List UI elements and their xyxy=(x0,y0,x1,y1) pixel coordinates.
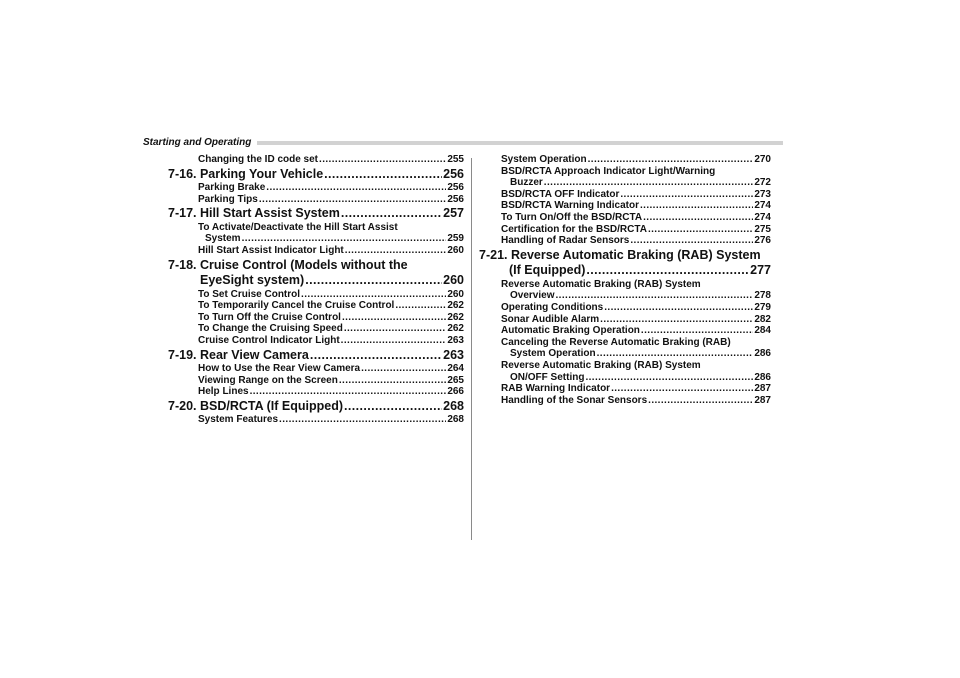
toc-entry-line xyxy=(479,166,771,178)
toc-entry-title: To Change the Cruising Speed xyxy=(198,323,343,335)
dot-leader xyxy=(611,383,753,395)
page-number: 279 xyxy=(754,301,771,313)
dot-leader xyxy=(585,372,753,384)
dot-leader xyxy=(279,414,446,426)
toc-entry-line xyxy=(168,399,464,415)
dot-leader xyxy=(310,348,442,364)
toc-entry-line xyxy=(479,212,771,224)
dot-leader xyxy=(588,154,754,166)
page-number: 268 xyxy=(443,398,464,413)
toc-entry-line xyxy=(479,224,771,236)
page-number: 277 xyxy=(750,263,771,278)
dot-leader xyxy=(342,312,446,324)
toc-entry-title: 7-17. Hill Start Assist System xyxy=(168,206,340,221)
dot-leader xyxy=(341,206,442,222)
toc-entry-title: 7-21. Reverse Automatic Braking (RAB) System xyxy=(479,247,761,262)
toc-entry-title: System Features xyxy=(198,414,279,426)
toc-entry[interactable] xyxy=(168,335,464,347)
toc-entry[interactable] xyxy=(168,182,464,194)
toc-entry[interactable] xyxy=(168,194,464,206)
dot-leader xyxy=(640,200,753,212)
toc-entry-line xyxy=(479,263,771,279)
toc-entry-line xyxy=(479,235,771,247)
column-divider xyxy=(471,158,472,540)
page-number: 274 xyxy=(754,211,771,223)
dot-leader xyxy=(361,363,446,375)
toc-entry-title: To Turn On/Off the BSD/RCTA xyxy=(501,211,643,223)
toc-entry-title: Hill Start Assist Indicator Light xyxy=(198,244,344,256)
page-number: 273 xyxy=(754,188,771,200)
toc-entry-line xyxy=(479,200,771,212)
toc-entry-title: 7-16. Parking Your Vehicle xyxy=(168,166,324,181)
toc-entry-line xyxy=(479,154,771,166)
toc-column-left xyxy=(168,154,464,426)
dot-leader xyxy=(341,335,447,347)
dot-leader xyxy=(544,177,754,189)
toc-entry[interactable] xyxy=(168,222,464,245)
toc-entry[interactable] xyxy=(479,337,771,360)
toc-entry[interactable] xyxy=(479,166,771,189)
toc-entry-title: BSD/RCTA Warning Indicator xyxy=(501,200,639,212)
dot-leader xyxy=(395,300,446,312)
page-number: 259 xyxy=(447,233,464,245)
dot-leader xyxy=(339,375,446,387)
section-title: Starting and Operating xyxy=(143,136,257,150)
toc-entry[interactable] xyxy=(479,189,771,201)
toc-entry-title: Handling of Radar Sensors xyxy=(501,235,630,247)
toc-entry-title: 7-20. BSD/RCTA (If Equipped) xyxy=(168,398,343,413)
toc-entry[interactable] xyxy=(168,386,464,398)
toc-entry[interactable] xyxy=(168,154,464,166)
toc-entry-title: Buzzer xyxy=(510,177,543,189)
dot-leader xyxy=(620,189,753,201)
toc-entry-line xyxy=(168,154,464,166)
toc-entry-title: Parking Brake xyxy=(198,182,266,194)
toc-entry-line xyxy=(479,290,771,302)
page-number: 262 xyxy=(447,300,464,312)
toc-entry-title: To Activate/Deactivate the Hill Start Assist xyxy=(198,221,398,233)
page-number: 287 xyxy=(754,383,771,395)
page-number: 256 xyxy=(447,193,464,205)
toc-entry-line xyxy=(168,300,464,312)
toc-entry[interactable] xyxy=(479,154,771,166)
toc-section-entry[interactable] xyxy=(168,348,464,364)
page-number: 272 xyxy=(754,177,771,189)
toc-entry[interactable] xyxy=(168,323,464,335)
page-number: 270 xyxy=(754,154,771,165)
toc-entry-line xyxy=(168,335,464,347)
toc-entry-title: Overview xyxy=(510,290,555,302)
page-number: 263 xyxy=(447,334,464,346)
toc-entry[interactable] xyxy=(168,289,464,301)
page-number: 287 xyxy=(754,394,771,406)
toc-entry-line xyxy=(168,289,464,301)
toc-entry-line xyxy=(479,314,771,326)
running-header xyxy=(143,136,783,150)
toc-entry-line xyxy=(479,248,771,264)
page-number: 286 xyxy=(754,348,771,360)
toc-entry[interactable] xyxy=(479,325,771,337)
page-number: 265 xyxy=(447,374,464,386)
toc-entry-line xyxy=(479,383,771,395)
toc-entry-title: EyeSight system) xyxy=(200,273,305,288)
toc-entry-title: How to Use the Rear View Camera xyxy=(198,363,361,375)
toc-entry-line xyxy=(168,363,464,375)
page-number: 262 xyxy=(447,323,464,335)
dot-leader xyxy=(555,290,753,302)
page-number: 284 xyxy=(754,325,771,337)
toc-entry-line xyxy=(479,189,771,201)
toc-entry-title: 7-19. Rear View Camera xyxy=(168,347,309,362)
dot-leader xyxy=(344,399,442,415)
page-number: 266 xyxy=(447,386,464,398)
toc-entry[interactable] xyxy=(479,200,771,212)
dot-leader xyxy=(600,314,753,326)
toc-entry[interactable] xyxy=(479,360,771,383)
toc-entry-line xyxy=(168,312,464,324)
toc-entry-title: Certification for the BSD/RCTA xyxy=(501,223,647,235)
toc-entry-title: 7-18. Cruise Control (Models without the xyxy=(168,257,408,272)
toc-entry-line xyxy=(168,258,464,274)
toc-entry-title: System xyxy=(205,233,241,245)
page-number: 276 xyxy=(754,235,771,247)
dot-leader xyxy=(604,302,753,314)
dot-leader xyxy=(630,235,753,247)
dot-leader xyxy=(250,386,447,398)
toc-entry[interactable] xyxy=(479,314,771,326)
page-number: 260 xyxy=(447,244,464,256)
toc-entry[interactable] xyxy=(479,395,771,407)
toc-entry-title: Changing the ID code set xyxy=(198,154,319,165)
dot-leader xyxy=(641,325,753,337)
toc-entry-line xyxy=(168,245,464,257)
toc-entry-title: Parking Tips xyxy=(198,193,258,205)
toc-entry-title: Cruise Control Indicator Light xyxy=(198,334,340,346)
toc-entry-title: Handling of the Sonar Sensors xyxy=(501,394,648,406)
toc-entry[interactable] xyxy=(479,383,771,395)
toc-entry[interactable] xyxy=(168,363,464,375)
toc-entry[interactable] xyxy=(479,279,771,302)
toc-column-right xyxy=(479,154,771,406)
dot-leader xyxy=(648,395,753,407)
page-number: 263 xyxy=(443,347,464,362)
toc-entry-line xyxy=(168,182,464,194)
toc-entry[interactable] xyxy=(479,224,771,236)
dot-leader xyxy=(259,194,446,206)
toc-entry-title: System Operation xyxy=(501,154,587,165)
toc-entry-title: To Turn Off the Cruise Control xyxy=(198,311,341,323)
dot-leader xyxy=(597,348,754,360)
page-number: 264 xyxy=(447,363,464,375)
toc-entry-title: Reverse Automatic Braking (RAB) System xyxy=(501,359,701,371)
toc-entry-title: Canceling the Reverse Automatic Braking (RAB) xyxy=(501,336,731,348)
toc-entry-line xyxy=(168,206,464,222)
toc-entry-title: Sonar Audible Alarm xyxy=(501,313,600,325)
toc-entry[interactable] xyxy=(168,414,464,426)
toc-section-entry[interactable] xyxy=(168,206,464,222)
toc-entry-line xyxy=(168,386,464,398)
toc-entry[interactable] xyxy=(168,245,464,257)
toc-entry-line xyxy=(479,325,771,337)
page-number: 256 xyxy=(443,166,464,181)
toc-section-entry[interactable] xyxy=(168,399,464,415)
toc-entry-title: Reverse Automatic Braking (RAB) System xyxy=(501,278,701,290)
toc-entry-line xyxy=(168,323,464,335)
toc-section-entry[interactable] xyxy=(168,167,464,183)
page-number: 260 xyxy=(443,273,464,288)
toc-entry-title: ON/OFF Setting xyxy=(510,371,585,383)
toc-entry-line xyxy=(168,194,464,206)
page-number: 282 xyxy=(754,313,771,325)
page-number: 257 xyxy=(443,206,464,221)
page-number: 275 xyxy=(754,223,771,235)
page-number: 286 xyxy=(754,371,771,383)
toc-entry-line xyxy=(479,348,771,360)
page-number: 256 xyxy=(447,182,464,194)
dot-leader xyxy=(319,154,446,166)
dot-leader xyxy=(324,167,442,183)
toc-entry-title: To Set Cruise Control xyxy=(198,288,301,300)
dot-leader xyxy=(345,245,447,257)
toc-entry[interactable] xyxy=(168,375,464,387)
toc-entry-title: (If Equipped) xyxy=(509,263,586,278)
toc-entry-line xyxy=(168,348,464,364)
toc-entry-title: Automatic Braking Operation xyxy=(501,325,640,337)
toc-entry[interactable] xyxy=(168,300,464,312)
toc-entry[interactable] xyxy=(168,312,464,324)
toc-entry-title: BSD/RCTA Approach Indicator Light/Warning xyxy=(501,165,716,177)
toc-entry-line xyxy=(479,395,771,407)
page-number: 268 xyxy=(447,414,464,426)
dot-leader xyxy=(242,233,447,245)
toc-entry-line xyxy=(479,177,771,189)
dot-leader xyxy=(344,323,446,335)
toc-entry-line xyxy=(168,233,464,245)
dot-leader xyxy=(648,224,753,236)
toc-entry[interactable] xyxy=(479,235,771,247)
page-number: 278 xyxy=(754,290,771,302)
toc-entry-title: Help Lines xyxy=(198,386,249,398)
toc-entry-title: To Temporarily Cancel the Cruise Control xyxy=(198,300,395,312)
toc-section-entry[interactable] xyxy=(168,258,464,289)
toc-entry-title: Viewing Range on the Screen xyxy=(198,374,338,386)
page-number: 260 xyxy=(447,288,464,300)
toc-entry-line xyxy=(479,279,771,291)
toc-entry-line xyxy=(168,273,464,289)
toc-entry-line xyxy=(168,167,464,183)
dot-leader xyxy=(643,212,753,224)
page-number: 255 xyxy=(447,154,464,165)
toc-entry[interactable] xyxy=(479,302,771,314)
toc-entry-line xyxy=(168,375,464,387)
toc-entry-line xyxy=(168,414,464,426)
toc-entry-line xyxy=(479,302,771,314)
toc-entry-line xyxy=(479,337,771,349)
toc-section-entry[interactable] xyxy=(479,248,771,279)
toc-entry-line xyxy=(479,360,771,372)
dot-leader xyxy=(266,182,446,194)
toc-entry-line xyxy=(479,372,771,384)
toc-entry-title: Operating Conditions xyxy=(501,301,604,313)
toc-entry-line xyxy=(168,222,464,234)
toc-entry-title: RAB Warning Indicator xyxy=(501,383,611,395)
dot-leader xyxy=(301,289,446,301)
page-number: 274 xyxy=(754,200,771,212)
toc-entry-title: BSD/RCTA OFF Indicator xyxy=(501,188,620,200)
toc-entry-title: System Operation xyxy=(510,348,596,360)
dot-leader xyxy=(586,263,749,279)
dot-leader xyxy=(305,273,442,289)
page-number: 262 xyxy=(447,311,464,323)
toc-entry[interactable] xyxy=(479,212,771,224)
